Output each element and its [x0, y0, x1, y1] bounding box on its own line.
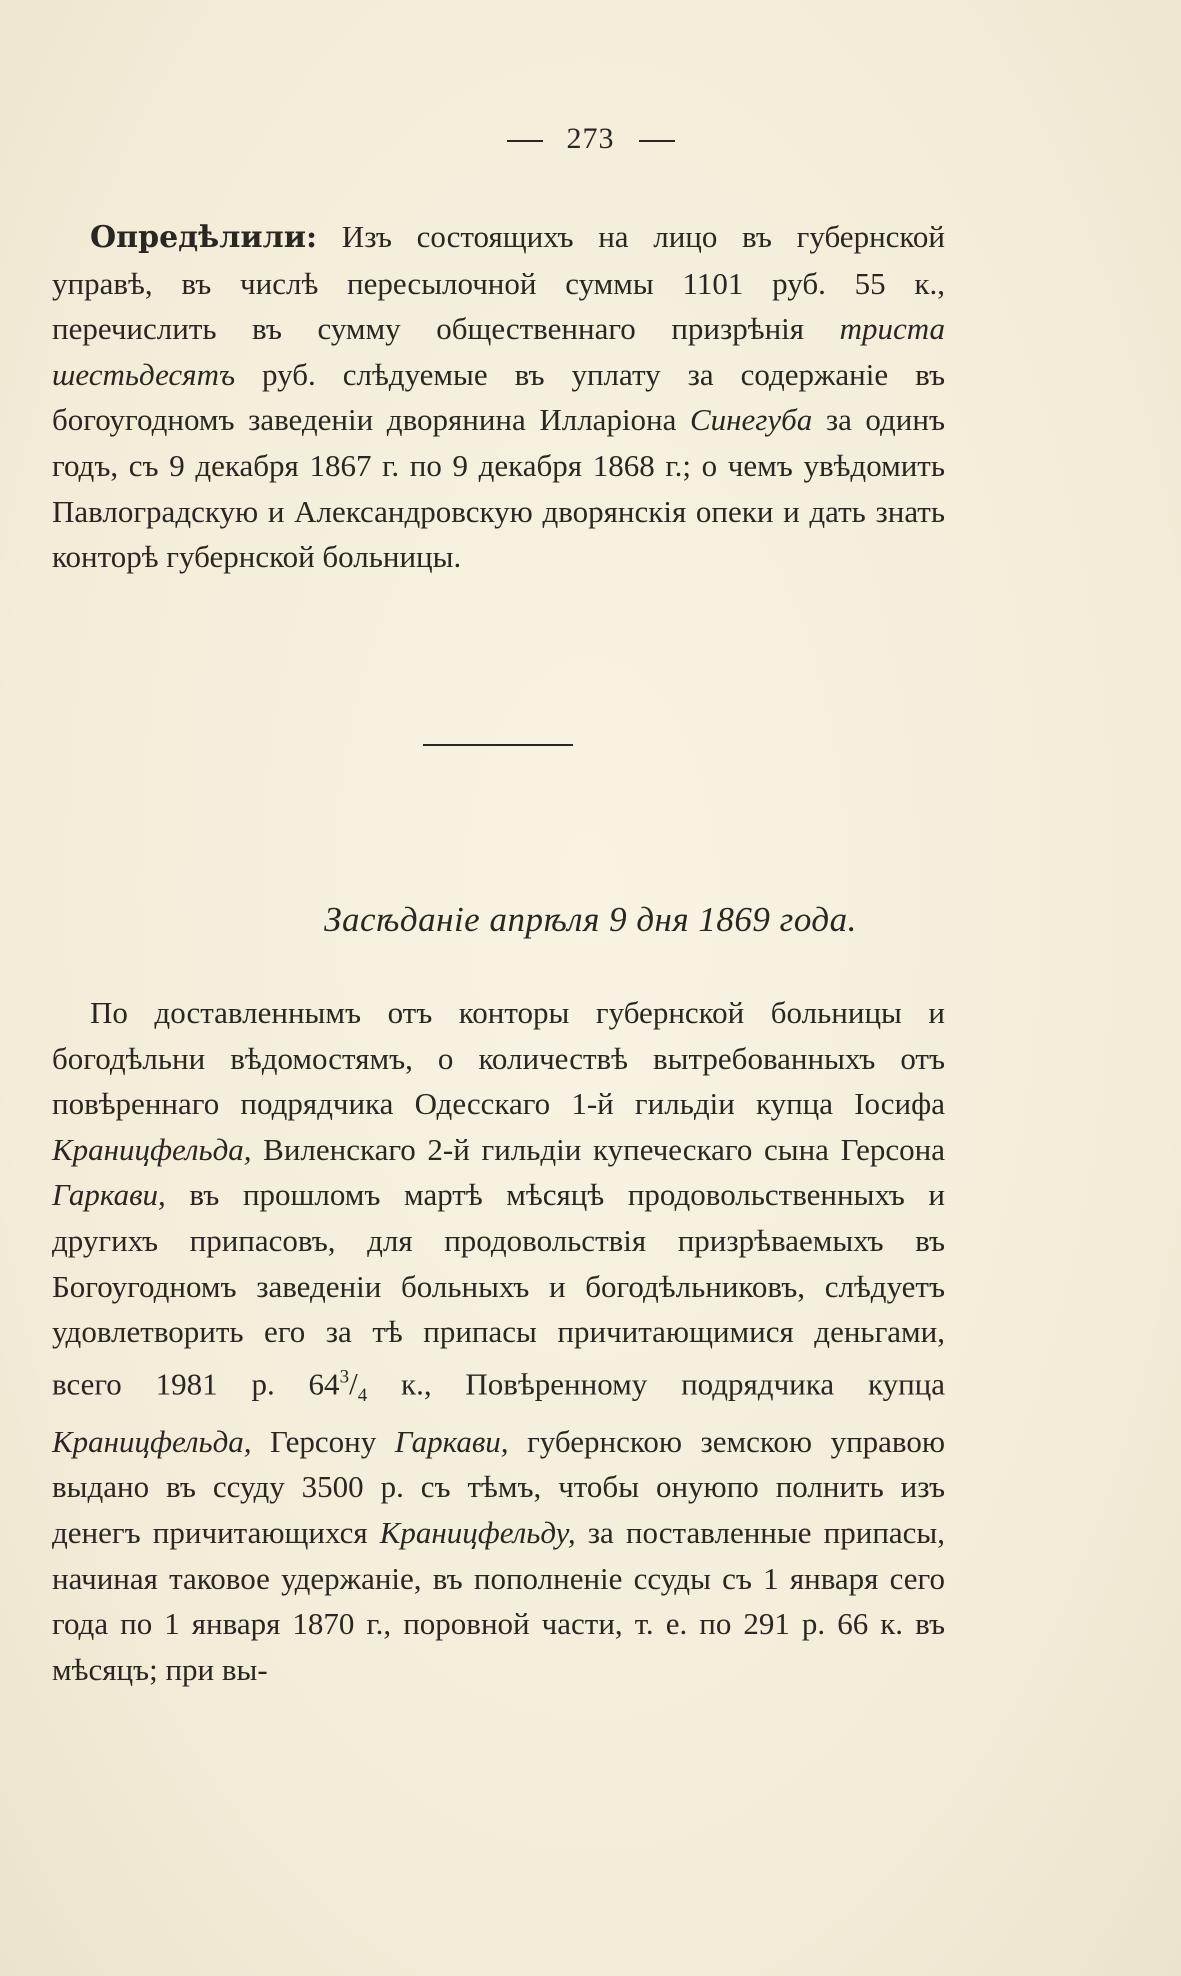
resolution-surname-italic: Синегуба	[689, 402, 813, 438]
body-paragraph	[52, 990, 945, 1692]
body-text-2: Виленскаго 2-й гильдіи купеческаго сына Герсона	[251, 1131, 945, 1167]
body-text-7: за поставленные припасы, начиная таковое удержаніе, въ пополненіе ссуды съ 1 января сего года по 1 января 1870 г., поровной части, т. е. по 291 р. 66 к. въ мѣсяцъ; при вы-	[52, 1515, 946, 1687]
header-dash-right	[639, 140, 675, 142]
body-text-3: въ прошломъ мартѣ мѣсяцѣ продовольственныхъ и другихъ припасовъ, для продовольствія призрѣваемыхъ въ Богоугодномъ заведеніи больныхъ и богодѣльниковъ, слѣдуетъ удовлетворить его за тѣ припасы причитающимися деньгами, всего 1981 р. 64	[52, 1177, 945, 1402]
resolution-text-1: Изъ состоящихъ на лицо въ губернской управѣ, въ числѣ пересылочной суммы 1101 руб. 55 к., перечислить въ сумму общественнаго призрѣнія	[52, 219, 945, 347]
body-name-italic-3: Краницфельда,	[52, 1423, 252, 1459]
body-name-italic-4: Гаркави,	[394, 1423, 509, 1459]
resolution-text-2: руб. слѣдуемые въ уплату за содержаніе въ богоугодномъ заведеніи дворянина Илларіона	[52, 356, 945, 438]
resolution-paragraph	[52, 214, 945, 580]
page-number: 273	[566, 122, 615, 155]
resolution-amount-italic: триста шестьдесятъ	[52, 311, 945, 392]
session-title: Засѣданіе апрѣля 9 дня 1869 года.	[324, 900, 857, 939]
body-text-6: губернскою земскою управою выдано въ ссуду 3500 р. съ тѣмъ, чтобы онуюпо полнить изъ денегъ причитающихся	[52, 1423, 946, 1551]
body-name-italic-5: Краницфельду,	[379, 1515, 576, 1551]
resolution-lead: Опредѣлили:	[90, 220, 318, 255]
body-name-italic-2: Гаркави,	[52, 1177, 166, 1213]
body-text-4: к., Повѣренному подрядчика купца	[367, 1366, 946, 1402]
fraction-numerator: 3	[339, 1366, 350, 1388]
body-text-1: По доставленнымъ отъ конторы губернской больницы и богодѣльни вѣдомостямъ, о количествѣ вытребованныхъ отъ повѣреннаго подрядчика Одесскаго 1-й гильдіи купца Іосифа	[52, 995, 945, 1122]
section-divider	[423, 744, 573, 746]
resolution-text-3: за одинъ годъ, съ 9 декабря 1867 г. по 9 декабря 1868 г.; о чемъ увѣдомить Павлоградскую и Александровскую дворянскія опеки и дать знать конторѣ губернской больницы.	[52, 402, 945, 575]
page-header	[0, 122, 1181, 156]
fraction: $^3/_4$	[339, 1366, 368, 1407]
header-dash-left	[507, 140, 543, 142]
body-text-5: Герсону	[251, 1423, 395, 1459]
fraction-denominator: 4	[357, 1385, 368, 1407]
body-name-italic-1: Краницфельда,	[52, 1131, 252, 1167]
